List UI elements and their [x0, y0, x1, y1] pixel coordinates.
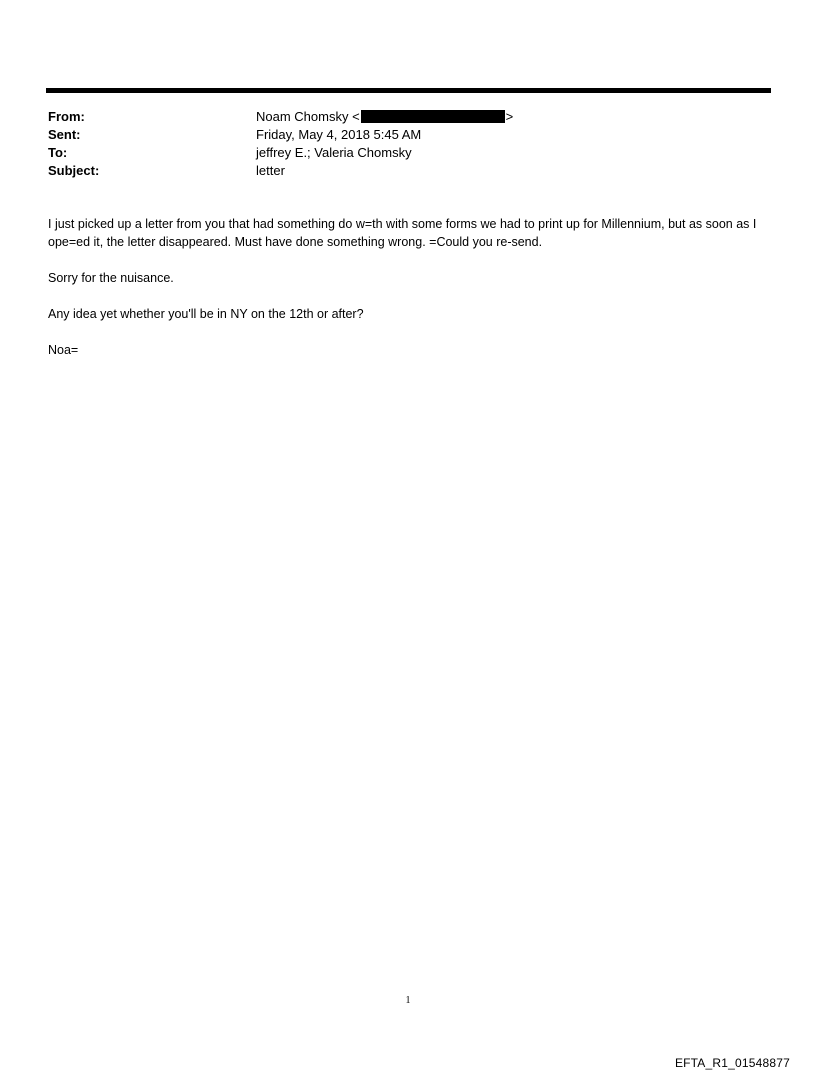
body-paragraph: I just picked up a letter from you that had something do w=th with some forms we had to print up for Millennium, but as soon as I ope=ed it, the letter disappeared. Must have done something wrong. =Could you re-send.: [48, 217, 757, 249]
redaction-bar: [361, 110, 505, 123]
subject-label: Subject:: [48, 163, 100, 178]
page-number: 1: [405, 995, 411, 1006]
bates-number: EFTA_R1_01548877: [674, 1056, 790, 1070]
sent-label: Sent:: [48, 127, 81, 142]
to-value: jeffrey E.; Valeria Chomsky: [256, 145, 412, 160]
from-name: Noam Chomsky <: [256, 109, 360, 124]
email-signature: Noa=: [48, 343, 79, 357]
sent-row: [48, 126, 768, 144]
to-row: [48, 144, 768, 162]
email-headers: [48, 108, 768, 180]
from-label: From:: [48, 109, 85, 124]
sent-value: Friday, May 4, 2018 5:45 AM: [256, 127, 422, 142]
body-paragraph: Any idea yet whether you'll be in NY on the 12th or after?: [48, 307, 364, 321]
to-label: To:: [48, 145, 68, 160]
subject-value: letter: [256, 163, 285, 178]
from-row: [48, 108, 768, 126]
email-body: [48, 215, 778, 377]
body-paragraph: Sorry for the nuisance.: [48, 271, 174, 285]
subject-row: [48, 162, 768, 180]
from-value: [256, 108, 513, 126]
from-address-close: >: [505, 109, 514, 124]
header-divider-rule: [46, 88, 771, 93]
